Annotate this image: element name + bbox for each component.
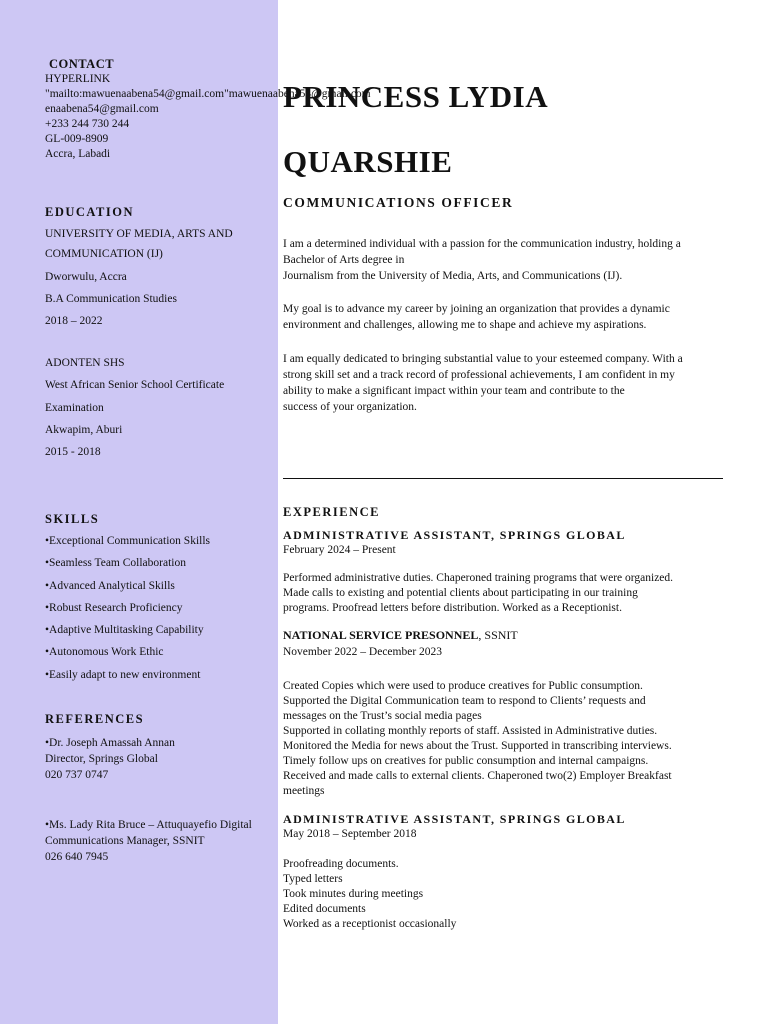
profile-line: success of your organization. [283, 401, 417, 413]
job-desc-line: programs. Proofread letters before distribution. Worked as a Receptionist. [283, 602, 622, 614]
skill-item: •Adaptive Multitasking Capability [45, 624, 204, 637]
job-2-description [283, 679, 743, 799]
references-heading: REFERENCES [45, 712, 145, 726]
job-desc-line: Edited documents [283, 903, 366, 915]
job-desc-line: messages on the Trust’s social media pages [283, 710, 482, 722]
skill-item: •Advanced Analytical Skills [45, 579, 175, 592]
name-line-1: PRINCESS LYDIA [283, 79, 549, 114]
school-years: 2018 – 2022 [45, 315, 103, 328]
job-3-dates: May 2018 – September 2018 [283, 828, 417, 840]
job-desc-line: meetings [283, 785, 325, 797]
school-name-cont: COMMUNICATION (IJ) [45, 248, 163, 261]
job-desc-line: Monitored the Media for news about the Trust. Supported in transcribing interviews. [283, 740, 672, 752]
education-heading: EDUCATION [45, 205, 134, 219]
section-divider [283, 478, 723, 479]
job-desc-line: Created Copies which were used to produce creatives for Public consumption. [283, 680, 643, 692]
job-desc-line: Proofreading documents. [283, 858, 399, 870]
contact-hyperlink-label: HYPERLINK [45, 73, 111, 85]
profile-line: environment and challenges, allowing me to shape and achieve my aspirations. [283, 319, 647, 331]
profile-line: I am a determined individual with a passion for the communication industry, holding a [283, 238, 681, 250]
job-desc-line: Worked as a receptionist occasionally [283, 918, 457, 930]
job-desc-line: Timely follow ups on creatives for public consumption and internal campaigns. [283, 755, 649, 767]
reference-phone: 026 640 7945 [45, 851, 109, 863]
job-desc-line: Supported in collating monthly reports of staff. Assisted in Administrative duties. [283, 725, 658, 737]
job-desc-line: Made calls to existing and potential clients about participating in our training [283, 587, 638, 599]
job-desc-line: Performed administrative duties. Chaperoned training programs that were organized. [283, 572, 674, 584]
contact-email[interactable]: enaabena54@gmail.com [45, 103, 159, 115]
contact-email-link[interactable]: "mailto:mawuenaabena54@gmail.com"mawuenaabena54@gmail.com [45, 88, 371, 100]
profile-line: Bachelor of Arts degree in [283, 254, 405, 266]
job-3-description [283, 857, 743, 932]
contact-location: Accra, Labadi [45, 148, 111, 160]
school-qualification: West African Senior School Certificate [45, 379, 225, 392]
skills-heading: SKILLS [45, 512, 100, 526]
reference-1 [45, 735, 175, 783]
school-years: 2015 - 2018 [45, 446, 101, 459]
education-school-2 [45, 352, 224, 463]
contact-phone: +233 244 730 244 [45, 118, 130, 130]
job-1-title: ADMINISTRATIVE ASSISTANT, SPRINGS GLOBAL [283, 528, 626, 542]
reference-phone: 020 737 0747 [45, 769, 109, 781]
profile-line: ability to make a significant impact within your team and contribute to the [283, 385, 625, 397]
main-content [278, 0, 768, 1024]
school-qualification-cont: Examination [45, 401, 104, 414]
job-1-dates: February 2024 – Present [283, 544, 396, 556]
skill-item: •Easily adapt to new environment [45, 668, 201, 681]
profile-line: strong skill set and a track record of professional achievements, I am confident in my [283, 369, 675, 381]
contact-digital-address: GL-009-8909 [45, 133, 109, 145]
name-line-2: QUARSHIE [283, 144, 453, 179]
experience-heading: EXPERIENCE [283, 505, 380, 519]
job-3-title: ADMINISTRATIVE ASSISTANT, SPRINGS GLOBAL [283, 812, 626, 826]
contact-heading: CONTACT [49, 57, 115, 71]
skill-item: •Robust Research Proficiency [45, 601, 183, 614]
school-location: Dworwulu, Accra [45, 270, 127, 283]
profile-paragraph-3 [283, 351, 743, 415]
profile-paragraph-1 [283, 236, 743, 284]
job-2-dates: November 2022 – December 2023 [283, 646, 443, 658]
profile-line: Journalism from the University of Media, Arts, and Communications (IJ). [283, 270, 623, 282]
profile-line: I am equally dedicated to bringing substantial value to your esteemed company. With a [283, 353, 683, 365]
job-2-title [283, 628, 518, 643]
school-degree: B.A Communication Studies [45, 292, 177, 305]
reference-name: •Dr. Joseph Amassah Annan [45, 737, 175, 749]
school-name: UNIVERSITY OF MEDIA, ARTS AND [45, 228, 233, 240]
job-desc-line: Typed letters [283, 873, 343, 885]
job-1-description [283, 571, 743, 616]
reference-title: Director, Springs Global [45, 753, 158, 765]
education-school-1 [45, 223, 233, 332]
skill-item: •Exceptional Communication Skills [45, 535, 211, 547]
skill-item: •Autonomous Work Ethic [45, 646, 164, 659]
skills-list [45, 530, 210, 686]
reference-title: Communications Manager, SSNIT [45, 835, 205, 847]
school-name: ADONTEN SHS [45, 357, 125, 369]
reference-name: •Ms. Lady Rita Bruce – Attuquayefio Digital [45, 819, 252, 831]
job-desc-line: Supported the Digital Communication team to respond to Clients’ requests and [283, 695, 646, 707]
job-desc-line: Took minutes during meetings [283, 888, 424, 900]
job-2-title-org: , SSNIT [478, 628, 518, 642]
skill-item: •Seamless Team Collaboration [45, 557, 186, 570]
job-2-title-role: NATIONAL SERVICE PRESONNEL [283, 628, 479, 642]
profile-paragraph-2 [283, 301, 743, 333]
job-role: COMMUNICATIONS OFFICER [283, 195, 514, 210]
school-location: Akwapim, Aburi [45, 423, 123, 436]
job-desc-line: Received and made calls to external clients. Chaperoned two(2) Employer Breakfast [283, 770, 672, 782]
reference-2 [45, 817, 252, 865]
profile-line: My goal is to advance my career by joining an organization that provides a dynamic [283, 303, 670, 315]
